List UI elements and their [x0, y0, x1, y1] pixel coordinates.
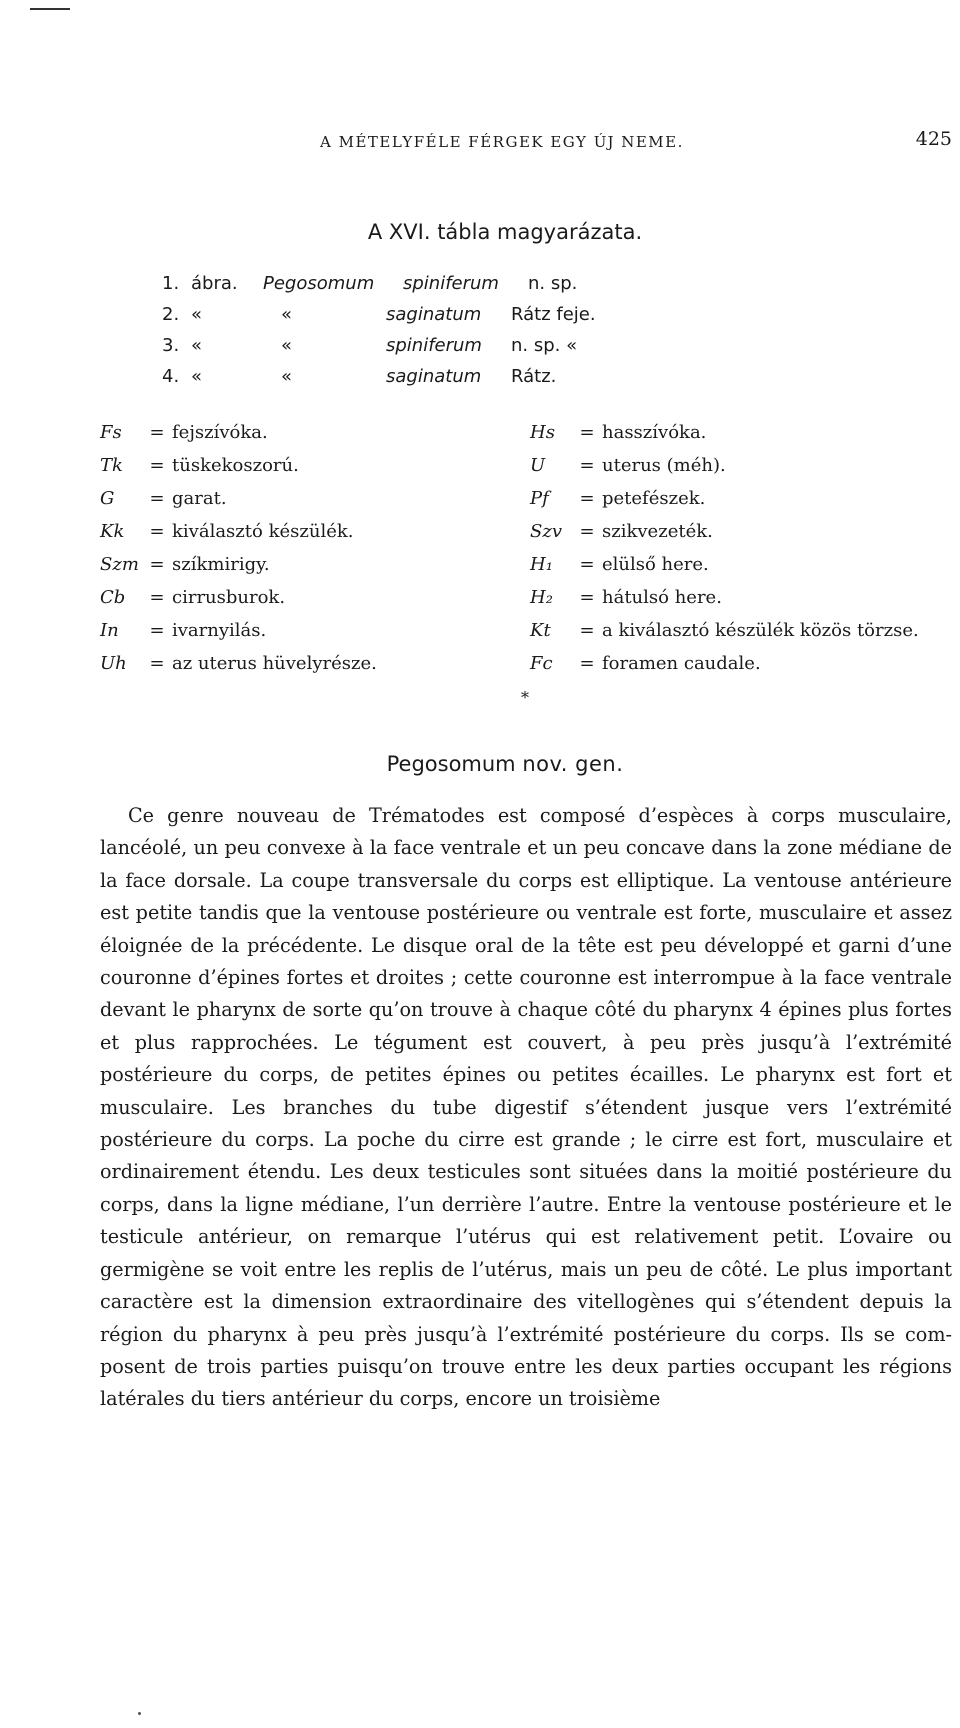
abbreviation-list-left: [100, 416, 377, 680]
equals-sign: =: [149, 488, 165, 509]
equals-sign: =: [579, 521, 595, 542]
figure-entry: [162, 330, 596, 361]
abbreviation-symbol: Fs: [100, 422, 122, 443]
section-separator-asterisk: *: [521, 688, 529, 707]
abbreviation-symbol: H₁: [530, 554, 553, 575]
abbreviation-definition: hasszívóka.: [602, 422, 707, 443]
abbreviation-entry: [530, 515, 919, 548]
figure-entry: [162, 299, 596, 330]
figure-note: Rátz.: [511, 366, 557, 387]
figure-number: 3.: [162, 335, 180, 356]
figure-species: spiniferum: [403, 273, 499, 294]
equals-sign: =: [149, 422, 165, 443]
abbreviation-entry: [530, 647, 919, 680]
abbreviation-entry: [530, 482, 919, 515]
figure-list: [162, 268, 596, 392]
abbreviation-definition: fejszívóka.: [172, 422, 268, 443]
section-title-suffix: nov. gen.: [522, 752, 624, 776]
abbreviation-symbol: Pf: [530, 488, 549, 509]
abbreviation-entry: [530, 581, 919, 614]
abbreviation-definition: cirrusburok.: [172, 587, 286, 608]
page-number: 425: [915, 128, 952, 150]
equals-sign: =: [579, 587, 595, 608]
corner-scan-mark: [30, 8, 70, 10]
abbreviation-definition: petefészek.: [602, 488, 706, 509]
figure-note: n. sp.: [528, 273, 578, 294]
equals-sign: =: [149, 455, 165, 476]
abbreviation-entry: [100, 548, 377, 581]
abbreviation-symbol: Uh: [100, 653, 127, 674]
abbreviation-symbol: Kk: [100, 521, 125, 542]
equals-sign: =: [579, 488, 595, 509]
equals-sign: =: [149, 620, 165, 641]
abbreviation-entry: [530, 548, 919, 581]
equals-sign: =: [149, 587, 165, 608]
abbreviation-definition: hátulsó here.: [602, 587, 722, 608]
abbreviation-symbol: H₂: [530, 587, 553, 608]
abbreviation-symbol: Fc: [530, 653, 553, 674]
equals-sign: =: [149, 653, 165, 674]
abbreviation-definition: tüskekoszorú.: [172, 455, 299, 476]
plate-title: A XVI. tábla magyarázata.: [367, 220, 643, 244]
figure-number: 2.: [162, 304, 180, 325]
abbreviation-definition: ivarnyilás.: [172, 620, 267, 641]
abbreviation-symbol: Szm: [100, 554, 139, 575]
abbreviation-definition: a kiválasztó készülék közös törzse.: [602, 620, 919, 641]
figure-species: saginatum: [386, 366, 482, 387]
running-header: A MÉTELYFÉLE FÉRGEK EGY ÚJ NEME.: [320, 133, 684, 151]
scan-speck: [138, 1712, 141, 1715]
abbreviation-definition: szikvezeték.: [602, 521, 713, 542]
abbreviation-entry: [530, 416, 919, 449]
equals-sign: =: [579, 422, 595, 443]
figure-number: 4.: [162, 366, 180, 387]
abbreviation-symbol: U: [530, 455, 546, 476]
abbreviation-entry: [100, 647, 377, 680]
abbreviation-definition: kiválasztó készülék.: [172, 521, 354, 542]
equals-sign: =: [579, 554, 595, 575]
abbreviation-symbol: Tk: [100, 455, 123, 476]
abbreviation-symbol: In: [100, 620, 119, 641]
abbreviation-symbol: Szv: [530, 521, 562, 542]
abbreviation-definition: uterus (méh).: [602, 455, 726, 476]
section-title-genus: Pegosomum: [386, 752, 516, 776]
abbreviation-entry: [100, 449, 377, 482]
abbreviation-symbol: Cb: [100, 587, 126, 608]
abbreviation-entry: [100, 416, 377, 449]
figure-ditto: «: [191, 335, 203, 356]
figure-species: saginatum: [386, 304, 482, 325]
figure-genus: Pegosomum: [263, 273, 375, 294]
figure-note: n. sp. «: [511, 335, 578, 356]
figure-ditto: «: [281, 366, 293, 387]
figure-entry: [162, 268, 596, 299]
abbreviation-definition: az uterus hüvelyrésze.: [172, 653, 377, 674]
figure-word: ábra.: [191, 273, 238, 294]
abbreviation-definition: szíkmirigy.: [172, 554, 270, 575]
abbreviation-symbol: Kt: [530, 620, 551, 641]
figure-entry: [162, 361, 596, 392]
figure-ditto: «: [191, 366, 203, 387]
equals-sign: =: [579, 620, 595, 641]
equals-sign: =: [579, 653, 595, 674]
abbreviation-definition: foramen caudale.: [602, 653, 761, 674]
figure-ditto: «: [281, 335, 293, 356]
equals-sign: =: [149, 521, 165, 542]
abbreviation-entry: [100, 515, 377, 548]
abbreviation-definition: garat.: [172, 488, 227, 509]
figure-ditto: «: [281, 304, 293, 325]
body-paragraph: Ce genre nouveau de Trématodes est composé d’espèces à corps musculaire, lancéolé, un peu convexe à la face ventrale et un peu concave dans la zone médiane de la face dorsale. La coupe transversale du corps est elliptique. La ventouse antérieure est petite tandis que la ventouse postérieure ou ventrale est forte, musculaire et assez éloignée de la précédente. Le disque oral de la tête est peu développé et garni d’une couronne d’épines fortes et droites ; cette couronne est interrompue à la face ventrale devant le pharynx de sorte qu’on trouve à chaque côté du pharynx 4 épines plus fortes et plus rapprochées. Le tégument est couvert, à peu près jusqu’à l’extrémité postérieure du corps, de petites épines ou petites écailles. Le pharynx est fort et musculaire. Les branches du tube digestif s’étendent jusque vers l’extrémité postérieure du corps. La poche du cirre est grande ; le cirre est fort, musculaire et ordinairement étendu. Les deux testicules sont situées dans la moitié postérieure du corps, dans la ligne médiane, l’un derrière l’autre. Entre la ventouse postérieure et le testicule antérieur, on remarque l’utérus qui est relativement petit. L’ovaire ou germigène se voit entre les replis de l’utérus, mais un peu de côté. Le plus important caractère est la dimension extraordinaire des vitellogènes qui s’étendent depuis la région du pharynx à peu près jusqu’à l’extrémité postérieure du corps. Ils se composent de trois parties puisqu’on trouve entre les deux parties occupant les régions latérales du tiers antérieur du corps, encore un troisième: [100, 804, 952, 1411]
equals-sign: =: [149, 554, 165, 575]
abbreviation-entry: [100, 581, 377, 614]
abbreviation-entry: [100, 614, 377, 647]
abbreviation-entry: [530, 449, 919, 482]
figure-species: spiniferum: [386, 335, 482, 356]
figure-ditto: «: [191, 304, 203, 325]
abbreviation-entry: [530, 614, 919, 647]
abbreviation-definition: elülső here.: [602, 554, 709, 575]
equals-sign: =: [579, 455, 595, 476]
abbreviation-symbol: Hs: [530, 422, 555, 443]
section-title: [0, 752, 960, 776]
figure-note: Rátz feje.: [511, 304, 596, 325]
abbreviation-symbol: G: [100, 488, 115, 509]
abbreviation-list-right: [530, 416, 919, 680]
figure-number: 1.: [162, 273, 180, 294]
abbreviation-entry: [100, 482, 377, 515]
